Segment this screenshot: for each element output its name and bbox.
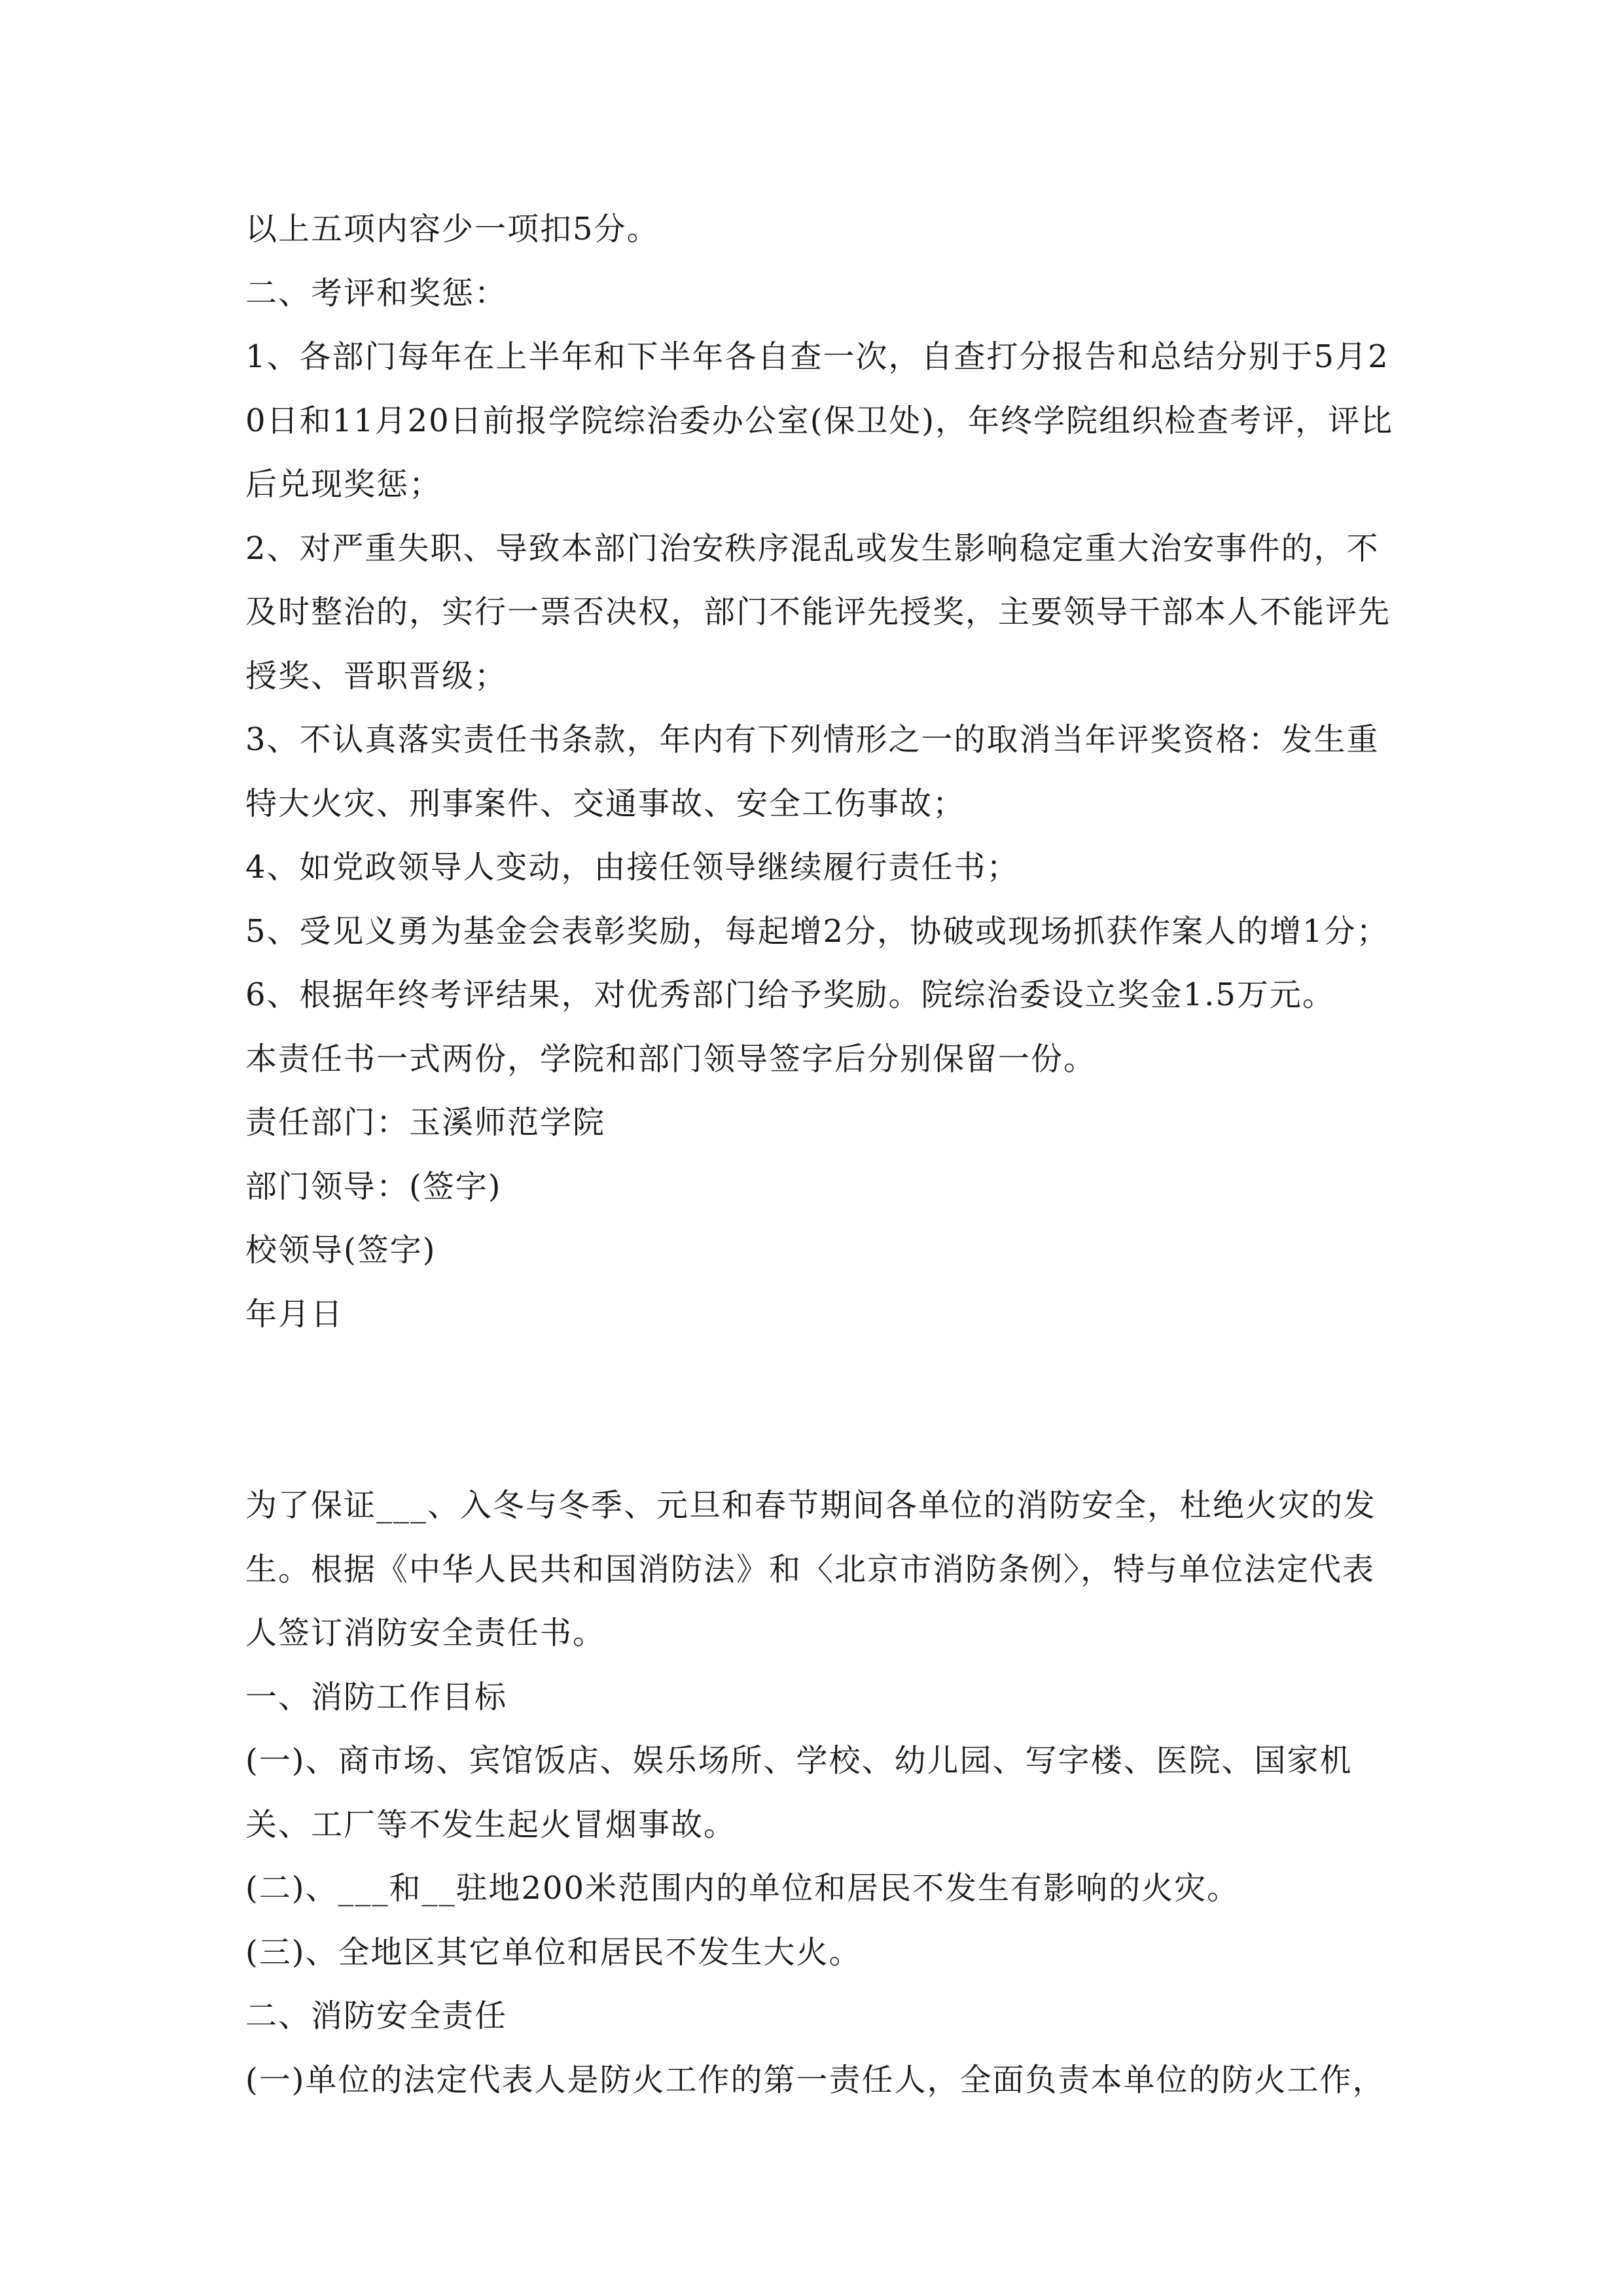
paragraph-item-2: 2、对严重失职、导致本部门治安秩序混乱或发生影响稳定重大治安事件的，不及时整治的，实行一票否决权，部门不能评先授奖，主要领导干部本人不能评先授奖、晋职晋级；: [245, 529, 1391, 694]
department-leader-signature: 部门领导：(签字): [245, 1168, 502, 1205]
paragraph-item-3: 3、不认真落实责任书条款，年内有下列情形之一的取消当年评奖资格：发生重特大火灾、刑事案件、交通事故、安全工伤事故；: [245, 721, 1380, 822]
paragraph-item-4: 4、如党政领导人变动，由接任领导继续履行责任书；: [245, 849, 1020, 886]
heading-fire-safety-responsibility: 二、消防安全责任: [245, 1998, 508, 2034]
responsible-department: 责任部门：玉溪师范学院: [245, 1104, 606, 1141]
paragraph-item-1: 1、各部门每年在上半年和下半年各自查一次，自查打分报告和总结分别于5月20日和11月20日前报学院综治委办公室(保卫处)，年终学院组织检查考评，评比后兑现奖惩；: [245, 338, 1394, 503]
goal-item-1: (一)、商市场、宾馆饭店、娱乐场所、学校、幼儿园、写字楼、医院、国家机关、工厂等不发生起火冒烟事故。: [245, 1742, 1353, 1843]
paragraph-deduction-rule: 以上五项内容少一项扣5分。: [245, 211, 660, 247]
heading-evaluation-and-rewards: 二、考评和奖惩：: [245, 274, 508, 312]
paragraph-fire-safety-intro: 为了保证___、入冬与冬季、元旦和春节期间各单位的消防安全，杜绝火灾的发生。根据《中华人民共和国消防法》和〈北京市消防条例〉，特与单位法定代表人签订消防安全责任书。: [245, 1487, 1377, 1651]
heading-fire-work-goals: 一、消防工作目标: [245, 1678, 508, 1715]
date-line: 年月日: [245, 1295, 344, 1333]
paragraph-item-6: 6、根据年终考评结果，对优秀部门给予奖励。院综治委设立奖金1.5万元。: [245, 977, 1335, 1013]
paragraph-item-5: 5、受见义勇为基金会表彰奖励，每起增2分，协破或现场抓获作案人的增1分；: [245, 912, 1389, 950]
school-leader-signature: 校领导(签字): [245, 1232, 437, 1268]
goal-item-2: (二)、___和__驻地200米范围内的单位和居民不发生有影响的火灾。: [245, 1870, 1240, 1907]
goal-item-3: (三)、全地区其它单位和居民不发生大火。: [245, 1933, 862, 1971]
paragraph-copies-note: 本责任书一式两份，学院和部门领导签字后分别保留一份。: [245, 1040, 1097, 1077]
section-gap: [245, 1346, 1397, 1474]
document-body: [245, 198, 1397, 2112]
responsibility-item-1: (一)单位的法定代表人是防火工作的第一责任人，全面负责本单位的防火工作，: [245, 2061, 1385, 2098]
